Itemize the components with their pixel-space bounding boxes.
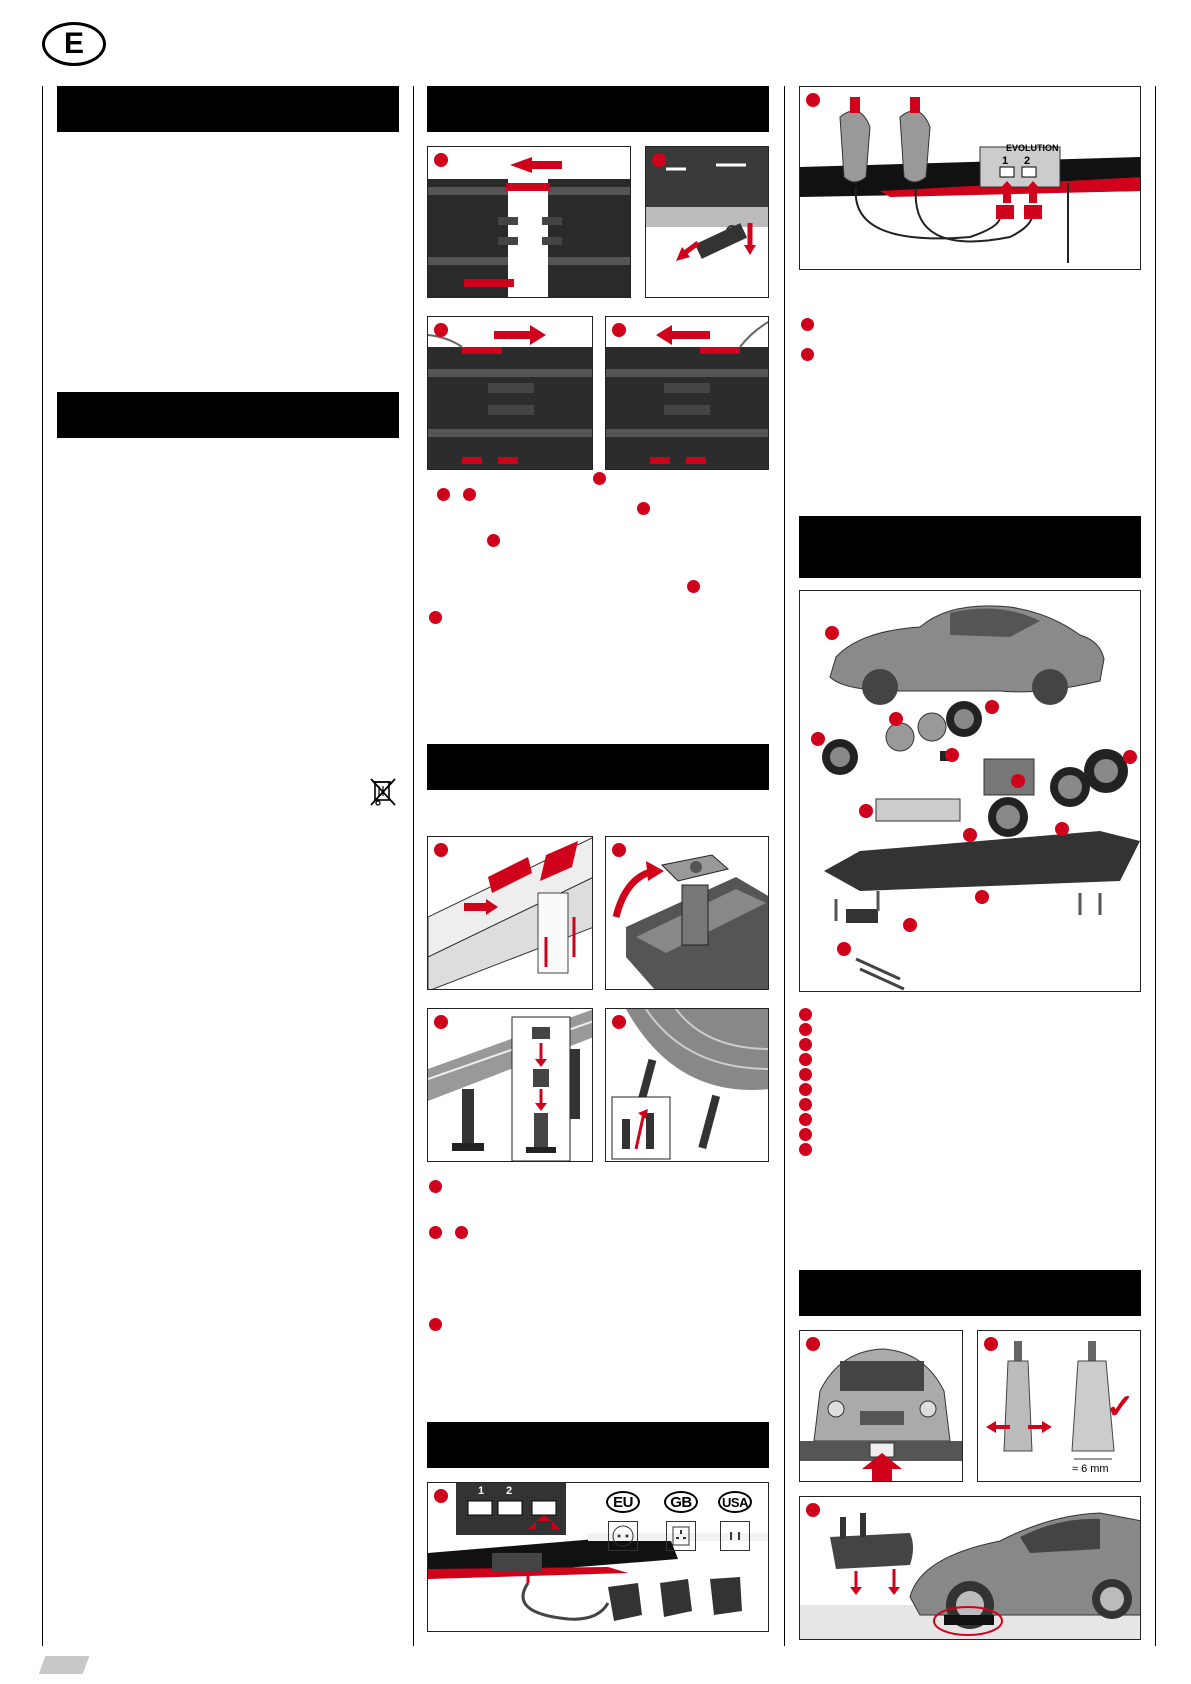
plug-region-usa: USA [718, 1491, 752, 1513]
correct-checkmark: ✓ [1106, 1388, 1135, 1426]
section-header-3 [427, 86, 769, 132]
section-header-4 [427, 744, 769, 790]
eu-socket-icon [608, 1521, 638, 1551]
legend-marker [799, 1038, 812, 1051]
legend-marker [799, 1053, 812, 1066]
support-pillar-illustration [606, 837, 769, 990]
figure-marker [806, 1337, 820, 1351]
figure-support-curve [605, 1008, 769, 1162]
legend-marker [799, 1143, 812, 1156]
legend-marker [799, 1098, 812, 1111]
figure-marker [652, 153, 666, 167]
reference-marker [593, 472, 606, 485]
controller-port-label-2: 2 [1024, 155, 1031, 167]
figure-track-connect-1 [427, 146, 631, 298]
figure-marker [984, 1337, 998, 1351]
support-curve-illustration [606, 1009, 769, 1162]
figure-marker [612, 1015, 626, 1029]
page-number-tab [39, 1656, 90, 1674]
figure-controllers [799, 86, 1141, 270]
left-margin-line [42, 86, 43, 1646]
section-header-2 [57, 392, 399, 438]
figure-marker [434, 843, 448, 857]
section-header-5 [427, 1422, 769, 1468]
reference-marker [429, 611, 442, 624]
figure-marker [612, 323, 626, 337]
clip-slide-left-illustration [606, 317, 769, 470]
figure-support-straight [427, 1008, 593, 1162]
crossed-out-wheelie-bin-icon [368, 776, 398, 808]
support-straight-illustration [428, 1009, 593, 1162]
track-connector-illustration [428, 147, 631, 298]
plug-region-gb: GB [664, 1491, 698, 1513]
reference-marker [455, 1226, 468, 1239]
section-header-1 [57, 86, 399, 132]
figure-marker [434, 1489, 448, 1503]
car-on-track-illustration [800, 1497, 1141, 1640]
reference-marker [801, 318, 814, 331]
figure-power-supply [427, 1482, 769, 1632]
reference-marker [687, 580, 700, 593]
figure-barrier-mount [427, 836, 593, 990]
figure-marker [434, 323, 448, 337]
clip-slide-right-illustration [428, 317, 593, 470]
controller-port-label-1: 1 [1002, 155, 1009, 167]
figure-marker [612, 843, 626, 857]
right-margin-line [1155, 86, 1156, 1646]
figure-marker [806, 93, 820, 107]
column-divider-1 [413, 86, 414, 1646]
reference-marker [463, 488, 476, 501]
reference-marker [429, 1226, 442, 1239]
figure-track-screw [645, 146, 769, 298]
reference-marker [637, 502, 650, 515]
column-divider-2 [784, 86, 785, 1646]
reference-marker [429, 1318, 442, 1331]
figure-marker [434, 153, 448, 167]
legend-marker [799, 1083, 812, 1096]
reference-marker [487, 534, 500, 547]
controllers-illustration [800, 87, 1141, 270]
legend-marker [799, 1068, 812, 1081]
figure-braid-adjust [977, 1330, 1141, 1482]
track-screw-illustration [646, 147, 769, 298]
legend-marker [799, 1008, 812, 1021]
figure-clip-slide-right [427, 316, 593, 470]
figure-clip-slide-left [605, 316, 769, 470]
legend-marker [799, 1113, 812, 1126]
usa-socket-icon [720, 1521, 750, 1551]
section-header-6 [799, 516, 1141, 578]
reference-marker [429, 1180, 442, 1193]
language-badge: E [42, 22, 106, 66]
reference-marker [801, 348, 814, 361]
figure-support-pillar [605, 836, 769, 990]
power-port-label-1: 1 [478, 1485, 485, 1497]
car-front-keel-illustration [800, 1331, 963, 1482]
legend-marker [799, 1023, 812, 1036]
barrier-mount-illustration [428, 837, 593, 990]
car-exploded-illustration [800, 591, 1141, 992]
section-header-7 [799, 1270, 1141, 1316]
reference-marker [437, 488, 450, 501]
plug-region-eu: EU [606, 1491, 640, 1513]
figure-car-exploded [799, 590, 1141, 992]
power-port-label-2: 2 [506, 1485, 513, 1497]
figure-car-on-track [799, 1496, 1141, 1640]
figure-marker [806, 1503, 820, 1517]
legend-marker [799, 1128, 812, 1141]
brand-plate: EVOLUTION [1006, 143, 1059, 153]
figure-marker [434, 1015, 448, 1029]
figure-car-front-keel [799, 1330, 963, 1482]
braid-width-label: ≈ 6 mm [1072, 1463, 1109, 1475]
gb-socket-icon [666, 1521, 696, 1551]
